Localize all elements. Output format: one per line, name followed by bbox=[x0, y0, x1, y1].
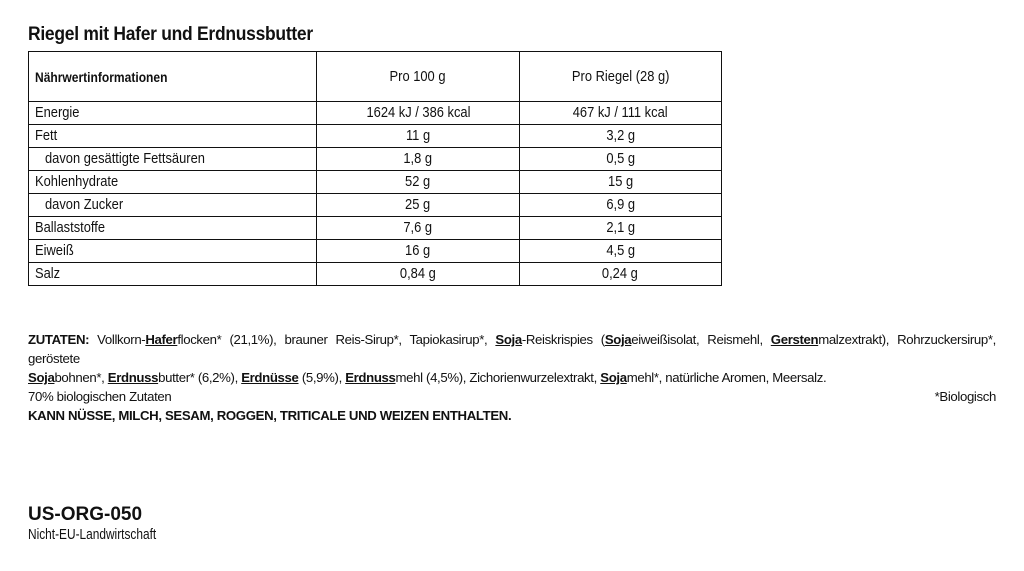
allergen-warning: KANN NÜSSE, MILCH, SESAM, ROGGEN, TRITICALE UND WEIZEN ENTHALTEN. bbox=[28, 408, 512, 423]
ingredient-text: Vollkorn- bbox=[89, 332, 146, 347]
row-label: Salz bbox=[29, 263, 317, 286]
organic-row bbox=[28, 387, 996, 406]
row-per100: 52 g bbox=[317, 171, 519, 194]
row-perbar: 467 kJ / 111 kcal bbox=[519, 102, 721, 125]
ingredient-text: malzextrakt), Rohrzuckersirup*, geröstete bbox=[28, 332, 996, 366]
row-per100: 1,8 g bbox=[317, 148, 519, 171]
row-per100: 16 g bbox=[317, 240, 519, 263]
ingredient-text: bohnen*, bbox=[54, 370, 108, 385]
row-label: davon gesättigte Fettsäuren bbox=[29, 148, 317, 171]
ingredient-text: (5,9%), bbox=[298, 370, 346, 385]
allergen-oats: Hafer bbox=[145, 332, 178, 347]
organic-certification-code: US-ORG-050 bbox=[28, 504, 143, 525]
table-row bbox=[29, 102, 722, 125]
row-label: davon Zucker bbox=[29, 194, 317, 217]
table-row bbox=[29, 240, 722, 263]
ingredient-text: mehl*, natürliche Aromen, Meersalz. bbox=[626, 370, 827, 385]
row-perbar: 4,5 g bbox=[519, 240, 721, 263]
table-header-row bbox=[29, 52, 722, 102]
agriculture-origin: Nicht-EU-Landwirtschaft bbox=[28, 527, 157, 543]
row-perbar: 15 g bbox=[519, 171, 721, 194]
allergen-barley: Gersten bbox=[770, 332, 819, 347]
table-row bbox=[29, 194, 722, 217]
table-row bbox=[29, 263, 722, 286]
header-nutrition-info: Nährwertinformationen bbox=[29, 52, 317, 102]
allergen-peanut: Erdnüsse bbox=[241, 370, 299, 385]
row-label: Ballaststoffe bbox=[29, 217, 317, 240]
row-per100: 1624 kJ / 386 kcal bbox=[317, 102, 519, 125]
row-perbar: 6,9 g bbox=[519, 194, 721, 217]
allergen-peanut: Erdnuss bbox=[345, 370, 396, 385]
ingredient-text: mehl (4,5%), Zichorienwurzelextrakt, bbox=[395, 370, 601, 385]
table-row bbox=[29, 125, 722, 148]
row-perbar: 3,2 g bbox=[519, 125, 721, 148]
row-per100: 11 g bbox=[317, 125, 519, 148]
ingredients-line-1 bbox=[28, 330, 996, 368]
allergen-soy: Soja bbox=[28, 370, 55, 385]
allergen-soy: Soja bbox=[600, 370, 627, 385]
product-title: Riegel mit Hafer und Erdnussbutter bbox=[28, 24, 313, 45]
row-per100: 0,84 g bbox=[317, 263, 519, 286]
allergen-soy: Soja bbox=[495, 332, 522, 347]
ingredients-label: ZUTATEN: bbox=[28, 332, 90, 347]
table-row bbox=[29, 148, 722, 171]
row-per100: 7,6 g bbox=[317, 217, 519, 240]
ingredient-text: eiweißisolat, Reismehl, bbox=[631, 332, 771, 347]
organic-note: *Biologisch bbox=[934, 389, 996, 404]
row-per100: 25 g bbox=[317, 194, 519, 217]
organic-share: 70% biologischen Zutaten bbox=[28, 389, 172, 404]
row-label: Eiweiß bbox=[29, 240, 317, 263]
ingredient-text: -Reiskrispies ( bbox=[521, 332, 605, 347]
ingredients-block bbox=[28, 330, 996, 425]
table-row bbox=[29, 217, 722, 240]
allergen-peanut: Erdnuss bbox=[107, 370, 159, 385]
ingredients-line-2 bbox=[28, 368, 996, 387]
nutrition-table bbox=[28, 51, 722, 286]
ingredient-text: butter* (6,2%), bbox=[158, 370, 242, 385]
row-perbar: 0,24 g bbox=[519, 263, 721, 286]
row-label: Energie bbox=[29, 102, 317, 125]
row-label: Fett bbox=[29, 125, 317, 148]
row-perbar: 2,1 g bbox=[519, 217, 721, 240]
row-perbar: 0,5 g bbox=[519, 148, 721, 171]
header-per-bar: Pro Riegel (28 g) bbox=[519, 52, 721, 102]
table-row bbox=[29, 171, 722, 194]
ingredient-text: flocken* (21,1%), brauner Reis-Sirup*, Tapiokasirup*, bbox=[177, 332, 496, 347]
allergen-soy: Soja bbox=[604, 332, 632, 347]
row-label: Kohlenhydrate bbox=[29, 171, 317, 194]
header-per-100g: Pro 100 g bbox=[317, 52, 519, 102]
